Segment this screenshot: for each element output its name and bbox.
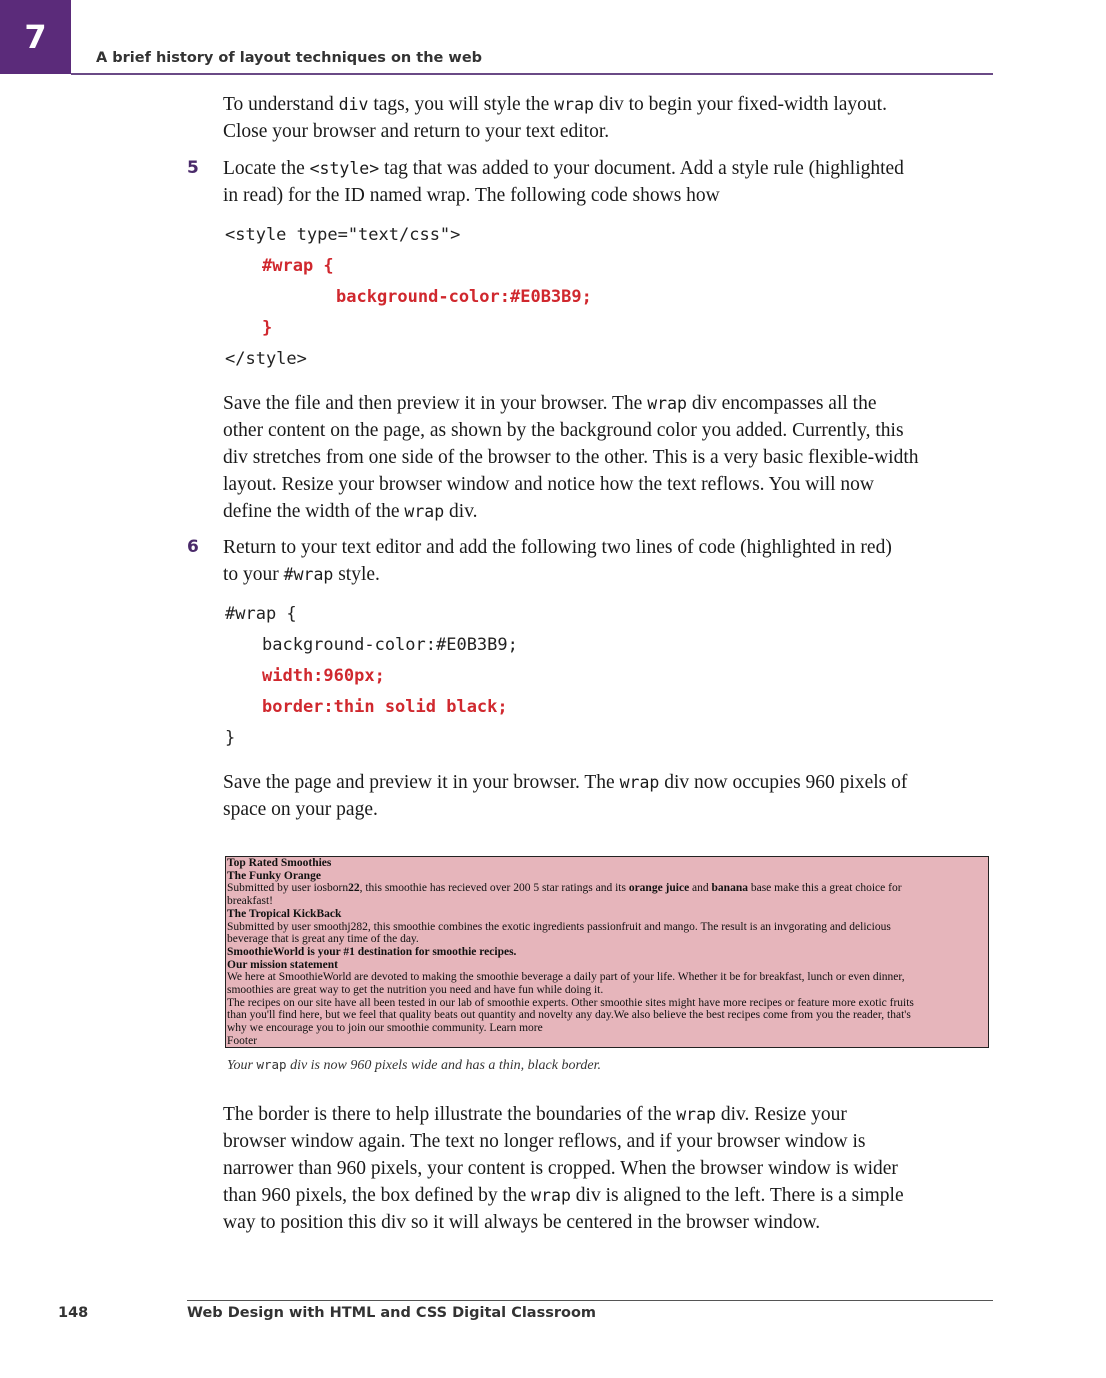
figure-line: why we encourage you to join our smoothie community. Learn more [227, 1022, 543, 1035]
figure-caption: Your wrap div is now 960 pixels wide and has a thin, black border. [227, 1057, 602, 1073]
figure-line: The Tropical KickBack [227, 907, 342, 920]
code-line-highlighted: width:960px; [262, 666, 385, 686]
figure-line: breakfast! [227, 895, 273, 908]
figure-line: Top Rated Smoothies [227, 857, 332, 869]
book-title: Web Design with HTML and CSS Digital Classroom [187, 1305, 597, 1321]
step-5-text: Locate the <style> tag that was added to your document. Add a style rule (highlighted in read) for the ID named wrap. The following code shows how [223, 158, 904, 206]
code-line-highlighted: border:thin solid black; [262, 697, 508, 717]
code-line: </style> [225, 349, 307, 369]
header-divider [71, 73, 993, 75]
code-line-highlighted: } [262, 318, 273, 338]
figure-line: The Funky Orange [227, 869, 321, 882]
code-line-highlighted: background-color:#E0B3B9; [336, 287, 592, 307]
step-number-6: 6 [187, 537, 199, 557]
code-line: #wrap { [225, 604, 297, 624]
paragraph-border-explanation: The border is there to help illustrate the boundaries of the wrap div. Resize your browser window again. The text no longer reflows, and if your browser window is narrower than 960 pixels, your content is cropped. When the browser window is wider than 960 pixels, the box defined by the wrap div is aligned to the left. There is a simple way to position this div so it will always be centered in the browser window. [223, 1104, 904, 1233]
code-line-highlighted: #wrap { [262, 256, 334, 276]
figure-line: Submitted by user smoothj282, this smoothie combines the exotic ingredients passionfruit and mango. The result is an invgorating and delicious [227, 920, 891, 933]
figure-line: We here at SmoothieWorld are devoted to making the smoothie beverage a daily part of your life. Whether it be for breakfast, lunch or even dinner, [227, 971, 905, 984]
step-number-5: 5 [187, 158, 199, 178]
chapter-number-tab [0, 0, 71, 74]
paragraph-flexible-layout: Save the file and then preview it in your browser. The wrap div encompasses all the other content on the page, as shown by the background color you added. Currently, this div stretches from one side of the browser to the other. This is a very basic flexible-width layout. Resize your browser window and notice how the text reflows. You will now define the width of the wrap div. [223, 393, 919, 522]
page-number: 148 [58, 1305, 89, 1321]
figure-line: than you'll find here, but we feel that quality beats out quantity and novelty any day.We also believe the best recipes come from you the reader, that's [227, 1009, 911, 1022]
intro-paragraph: To understand div tags, you will style the wrap div to begin your fixed-width layout. Close your browser and return to your text editor. [223, 94, 887, 142]
code-line: background-color:#E0B3B9; [262, 635, 518, 655]
figure-line: Our mission statement [227, 958, 338, 971]
step-6-text: Return to your text editor and add the following two lines of code (highlighted in red) to your #wrap style. [223, 537, 892, 585]
code-line: <style type="text/css"> [225, 225, 461, 245]
figure-line: Footer [227, 1034, 258, 1047]
footer-divider [187, 1300, 993, 1301]
figure-line: smoothies are great way to get the nutrition you need and have fun while doing it. [227, 984, 604, 997]
figure-wrap-div-screenshot [225, 856, 989, 1048]
figure-line: SmoothieWorld is your #1 destination for smoothie recipes. [227, 945, 517, 958]
chapter-number: 7 [24, 18, 47, 56]
running-head-title: A brief history of layout techniques on the web [96, 50, 483, 66]
figure-line: The recipes on our site have all been tested in our lab of smoothie experts. Other smoothie sites might have more recipes or feature more exotic fruits [227, 996, 914, 1009]
paragraph-preview: Save the page and preview it in your browser. The wrap div now occupies 960 pixels of space on your page. [223, 772, 908, 820]
code-line: } [225, 728, 236, 748]
figure-line: beverage that is great any time of the day. [227, 933, 419, 946]
figure-line: Submitted by user iosborn22, this smoothie has recieved over 200 5 star ratings and its orange juice and banana base make this a great choice for [227, 882, 902, 895]
